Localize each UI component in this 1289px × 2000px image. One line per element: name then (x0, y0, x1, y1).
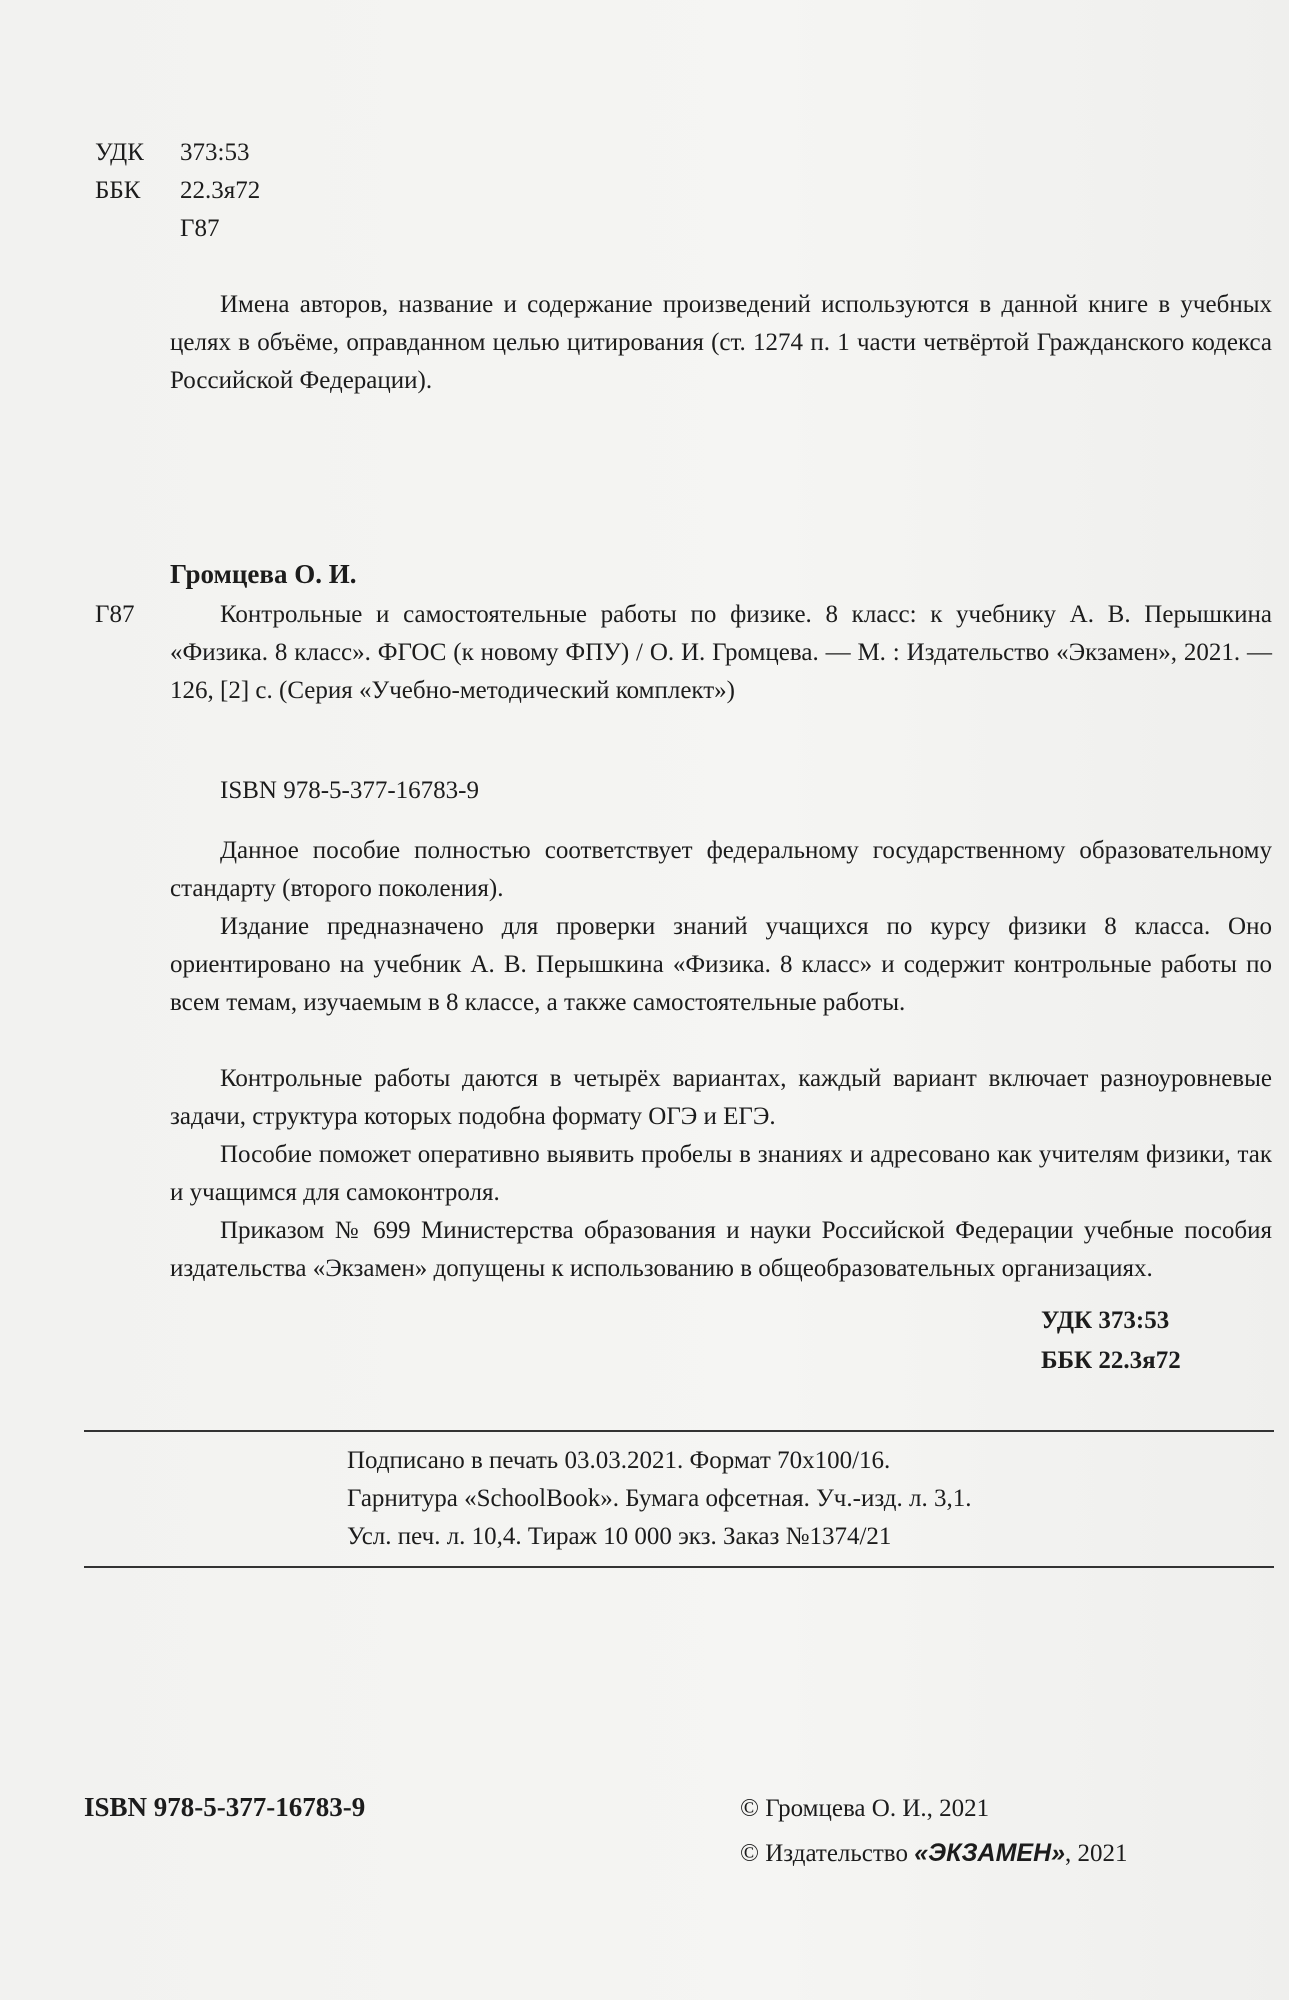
bbk-code-right: ББК 22.3я72 (1041, 1347, 1181, 1374)
entry-description: Контрольные и самостоятельные работы по физике. 8 класс: к учебнику А. В. Перышкина «Физика. 8 класс». ФГОС (к новому ФПУ) / О. И. Громцева. — М. : Издательство «Экзамен», 2021. — 126, [2] с. (Серия «Учебно-методический комплект») (170, 601, 1272, 704)
footer-isbn: ISBN 978-5-377-16783-9 (84, 1792, 366, 1822)
citation-notice: Имена авторов, название и содержание произведений используются в данной книге в учебных целях в объёме, оправданном целью цитирования (ст. 1274 п. 1 части четвёртой Гражданского кодекса Российской Федерации). (170, 291, 1272, 394)
bbk-label: ББК (95, 177, 141, 204)
annotation-paragraph-4: Пособие поможет оперативно выявить пробелы в знаниях и адресовано как учителям физики, так и учащимся для самоконтроля. (170, 1141, 1272, 1206)
annotation-paragraph-3: Контрольные работы даются в четырёх вариантах, каждый вариант включает разноуровневые задачи, структура которых подобна формату ОГЭ и ЕГЭ. (170, 1065, 1272, 1130)
entry-author: Громцева О. И. (170, 559, 357, 589)
copyright-author: © Громцева О. И., 2021 (740, 1795, 990, 1822)
annotation-paragraph-2: Издание предназначено для проверки знаний учащихся по курсу физики 8 класса. Оно ориентировано на учебник А. В. Перышкина «Физика. 8 класс» и содержит контрольные работы по всем темам, изучаемым в 8 классе, а также самостоятельные работы. (170, 913, 1272, 1016)
entry-isbn: ISBN 978-5-377-16783-9 (220, 777, 480, 804)
annotation-paragraph-1: Данное пособие полностью соответствует федеральному государственному образовательному стандарту (второго поколения). (170, 837, 1272, 902)
imprint-line-2: Гарнитура «SchoolBook». Бумага офсетная. Уч.-изд. л. 3,1. (347, 1485, 972, 1512)
entry-mark: Г87 (95, 601, 135, 628)
publisher-name: «ЭКЗАМЕН» (914, 1839, 1066, 1867)
udk-code-right: УДК 373:53 (1041, 1307, 1170, 1334)
copyright-publisher (740, 1834, 1128, 1873)
copyright-publisher-prefix: © Издательство (740, 1840, 915, 1867)
imprint-line-1: Подписано в печать 03.03.2021. Формат 70x100/16. (347, 1447, 891, 1474)
annotation-paragraph-5: Приказом № 699 Министерства образования и науки Российской Федерации учебные пособия издательства «Экзамен» допущены к использованию в общеобразовательных организациях. (170, 1217, 1272, 1282)
bbk-value: 22.3я72 (180, 177, 261, 204)
imprint-line-3: Усл. печ. л. 10,4. Тираж 10 000 экз. Заказ №1374/21 (347, 1523, 892, 1550)
imprint-bottom-rule (84, 1566, 1274, 1568)
udk-label: УДК (95, 139, 144, 166)
copyright-publisher-year: , 2021 (1065, 1840, 1128, 1867)
imprint-top-rule (84, 1430, 1274, 1432)
author-mark-top: Г87 (180, 215, 220, 242)
udk-value: 373:53 (180, 139, 250, 166)
